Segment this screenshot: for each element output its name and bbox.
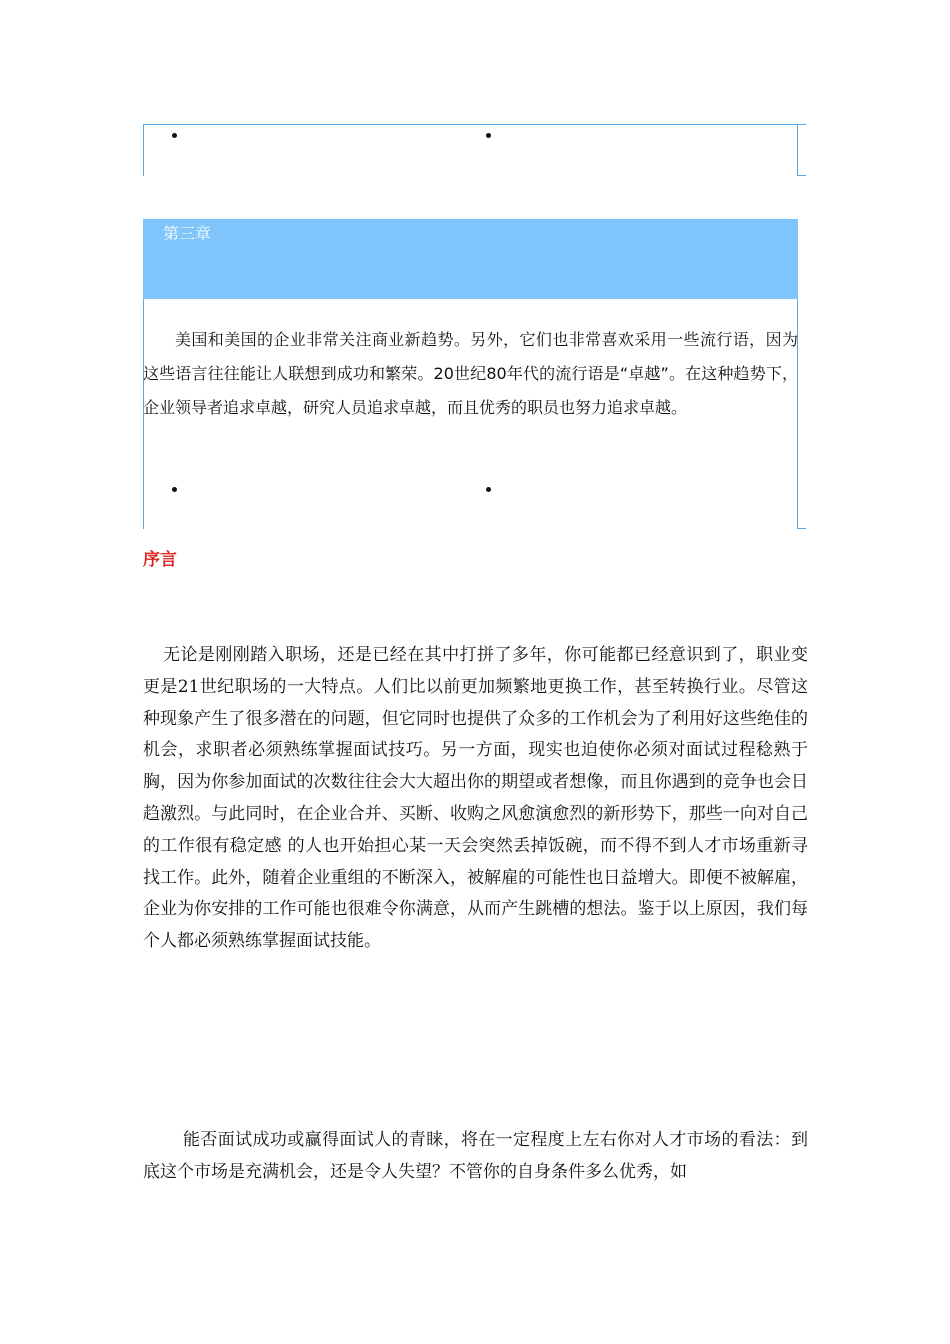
bullet-dot xyxy=(486,487,491,492)
preface-heading: 序言 xyxy=(143,550,177,570)
top-frame-right-edge xyxy=(797,124,798,176)
chapter-frame-right-tick xyxy=(797,528,806,529)
bullet-dot xyxy=(172,133,177,138)
bullet-dot xyxy=(486,133,491,138)
top-frame-left-edge xyxy=(143,124,144,176)
bullet-dot xyxy=(172,487,177,492)
top-frame-right-tick xyxy=(797,175,806,176)
chapter-intro-paragraph: 美国和美国的企业非常关注商业新趋势。另外，它们也非常喜欢采用一些流行语，因为这些语言往往能让人联想到成功和繁荣。20世纪80年代的流行语是“卓越”。在这种趋势下，企业领导者追求卓越，研究人员追求卓越，而且优秀的职员也努力追求卓越。 xyxy=(143,330,798,417)
top-frame-line xyxy=(143,124,806,125)
preface-paragraph: 能否面试成功或赢得面试人的青睐，将在一定程度上左右你对人才市场的看法：到底这个市场是充满机会，还是令人失望？不管你的自身条件多么优秀，如 xyxy=(143,1130,808,1182)
preface-paragraph: 无论是刚刚踏入职场，还是已经在其中打拼了多年，你可能都已经意识到了，职业变更是21世纪职场的一大特点。人们比以前更加频繁地更换工作，甚至转换行业。尽管这种现象产生了很多潜在的问题，但它同时也提供了众多的工作机会为了利用好这些绝佳的机会，求职者必须熟练掌握面试技巧。另一方面，现实也迫使你必须对面试过程稔熟于胸，因为你参加面试的次数往往会大大超出你的期望或者想像，而且你遇到的竞争也会日趋激烈。与此同时，在企业合并、买断、收购之风愈演愈烈的新形势下，那些一向对自己的工作很有稳定感 的人也开始担心某一天会突然丢掉饭碗，而不得不到人才市场重新寻找工作。此外，随着企业重组的不断深入，被解雇的可能性也日益增大。即便不被解雇，企业为你安排的工作可能也很难令你满意，从而产生跳槽的想法。鉴于以上原因，我们每个人都必须熟练掌握面试技能。 xyxy=(143,645,808,952)
chapter-title: 第三章 xyxy=(163,224,212,243)
chapter-header-band xyxy=(143,219,798,299)
